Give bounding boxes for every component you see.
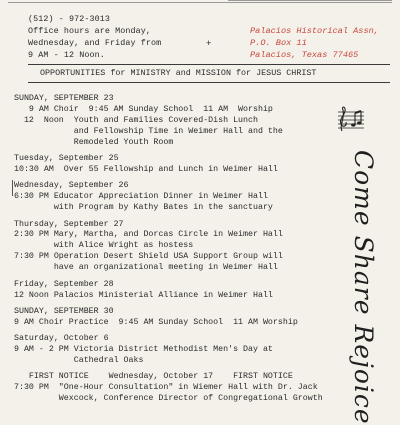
calendar-line: 9 AM Choir 9:45 AM Sunday School 11 AM Worship xyxy=(14,104,273,114)
calendar-line: 6:30 PM Educator Appreciation Dinner in Weimer Hall xyxy=(14,192,268,202)
banner-heading: OPPORTUNITIES for MINISTRY and MISSION for JESUS CHRIST xyxy=(40,68,317,78)
calendar-line: FIRST NOTICE Wednesday, October 17 FIRST NOTICE xyxy=(14,372,293,382)
banner-rule-bottom xyxy=(28,82,390,83)
calendar-line: Thursday, September 27 xyxy=(14,219,124,229)
calendar-line: 10:30 AM Over 55 Fellowship and Lunch in Weimer Hall xyxy=(14,164,278,174)
calendar-line: Tuesday, September 25 xyxy=(14,154,119,164)
banner-rule-top xyxy=(28,64,390,65)
calendar-line: Friday, September 28 xyxy=(14,279,114,289)
calendar-line: Cathedral Oaks xyxy=(14,356,144,366)
calendar-line: Saturday, October 6 xyxy=(14,334,109,344)
calendar-line: Remodeled Youth Room xyxy=(14,137,174,147)
office-hours-line-1: Office hours are Monday, xyxy=(28,26,152,36)
calendar-line: Wexcock, Conference Director of Congregational Growth xyxy=(14,394,323,404)
margin-bar xyxy=(12,180,13,196)
mailing-label-line-2: P.O. Box 11 xyxy=(250,38,307,48)
calendar-line: with Program by Kathy Bates in the sanctuary xyxy=(14,203,273,213)
office-hours-line-2: Wednesday, and Friday from xyxy=(28,38,162,48)
calendar-line: 2:30 PM Mary, Martha, and Dorcas Circle in Weimer Hall xyxy=(14,230,283,240)
calendar-line: 12 Noon Palacios Ministerial Alliance in Weimer Hall xyxy=(14,290,273,300)
calendar-line: 7:30 PM "One-Hour Consultation" in Wiemer Hall with Dr. Jack xyxy=(14,383,318,393)
calendar-line: with Alice Wright as hostess xyxy=(14,241,194,251)
mailing-label-line-1: Palacios Historical Assn, xyxy=(250,26,379,36)
calendar-line: 12 Noon Youth and Families Covered-Dish Lunch xyxy=(14,115,258,125)
calendar-line: and Fellowship Time in Weimer Hall and the xyxy=(14,126,283,136)
top-rule-right xyxy=(228,0,392,1)
vertical-slogan: Come Share Rejoice xyxy=(349,150,378,425)
calendar-line: SUNDAY, SEPTEMBER 30 xyxy=(14,306,114,316)
calendar-line: have an organizational meeting in Weimer Hall xyxy=(14,263,278,273)
music-notes-icon xyxy=(336,104,366,134)
calendar-line: 9 AM Choir Practice 9:45 AM Sunday School 11 AM Worship xyxy=(14,317,298,327)
calendar-line: SUNDAY, SEPTEMBER 23 xyxy=(14,94,114,103)
phone-number: (512) - 972-3013 xyxy=(28,14,111,24)
top-rule xyxy=(8,2,392,3)
plus-mark: + xyxy=(206,39,212,49)
mailing-label-line-3: Palacios, Texas 77465 xyxy=(250,50,359,60)
calendar-list xyxy=(14,94,344,405)
calendar-line: Wednesday, September 26 xyxy=(14,181,129,191)
calendar-line: 9 AM - 2 PM Victoria District Methodist Men's Day at xyxy=(14,345,273,355)
office-hours-line-3: 9 AM - 12 Noon. xyxy=(28,50,105,60)
calendar-line: 7:30 PM Operation Desert Shield USA Support Group will xyxy=(14,252,283,262)
